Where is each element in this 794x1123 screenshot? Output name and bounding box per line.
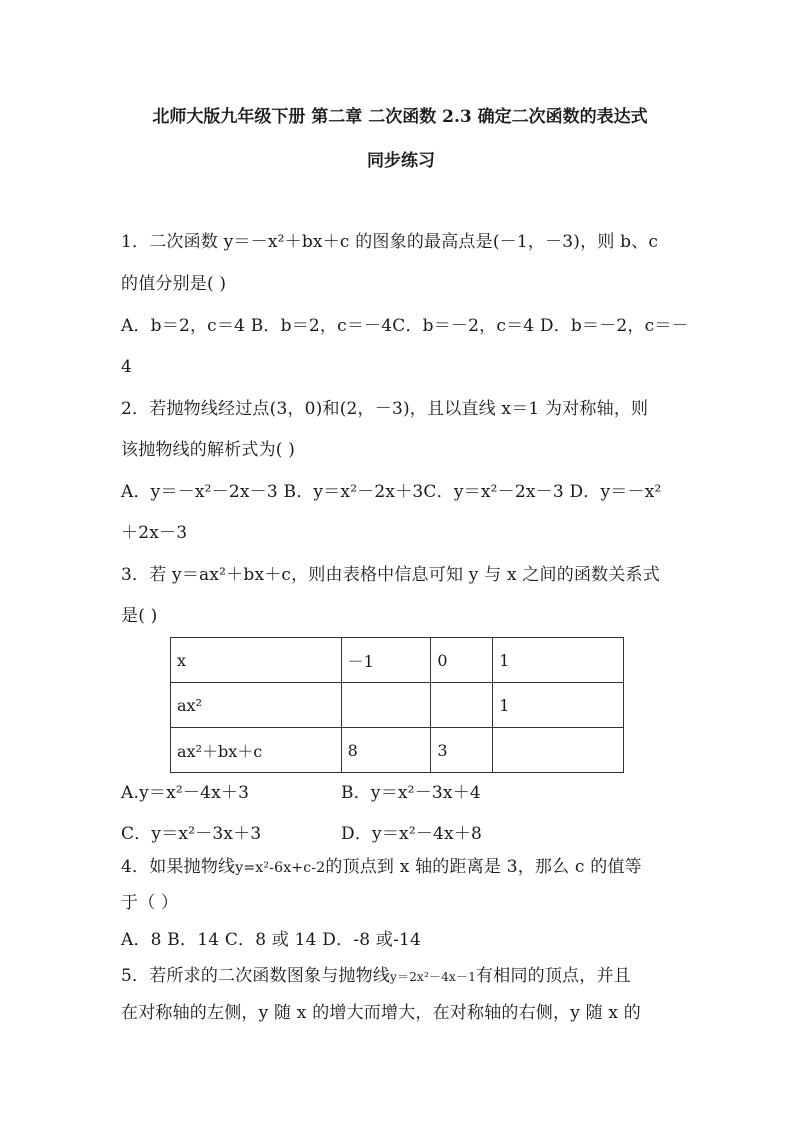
q3-option-a: A.y＝x²－4x＋3: [121, 783, 250, 803]
q2-options-line2: ＋2x－3: [121, 523, 188, 543]
table-cell: 1: [493, 638, 624, 683]
table-cell: [493, 728, 624, 773]
table-row: [171, 683, 624, 728]
table-cell: x: [171, 638, 342, 683]
table-row: [171, 728, 624, 773]
q5-stem-line1: [121, 965, 631, 988]
document-title: 北师大版九年级下册 第二章 二次函数 2.3 确定二次函数的表达式: [152, 107, 648, 127]
table-cell: ax²＋bx＋c: [171, 728, 342, 773]
q1-stem-line1: 1．二次函数 y＝－x²＋bx＋c 的图象的最高点是(－1，－3)，则 b、c: [121, 232, 659, 252]
table-cell: ax²: [171, 683, 342, 728]
q3-stem-line2: 是( ): [121, 606, 158, 626]
table-cell: 3: [431, 728, 493, 773]
q4-formula: y=x²-6x+c-2: [235, 860, 326, 876]
q5-formula: y＝2x²－4x－1: [390, 970, 477, 984]
q3-stem-line1: 3．若 y＝ax²＋bx＋c，则由表格中信息可知 y 与 x 之间的函数关系式: [121, 565, 660, 585]
q2-stem-line2: 该抛物线的解析式为( ): [121, 440, 296, 460]
q1-options-line2: 4: [121, 357, 133, 377]
q4-stem-text-b: 的顶点到 x 轴的距离是 3，那么 c 的值等: [325, 857, 642, 877]
q5-stem-line2: 在对称轴的左侧，y 随 x 的增大而增大，在对称轴的右侧，y 随 x 的: [121, 1003, 642, 1023]
q3-option-b: B．y＝x²－3x＋4: [341, 783, 481, 803]
q2-options-line1: A．y＝－x²－2x－3 B．y＝x²－2x＋3C．y＝x²－2x－3 D．y＝－x²: [121, 482, 662, 502]
q1-stem-line2: 的值分别是( ): [121, 274, 227, 294]
table-cell: 0: [431, 638, 493, 683]
table-cell: －1: [341, 638, 431, 683]
q3-option-c: C．y＝x²－3x＋3: [121, 824, 262, 844]
table-cell: [341, 683, 431, 728]
q4-stem-line1: [121, 856, 642, 879]
q2-stem-line1: 2．若抛物线经过点(3，0)和(2，－3)，且以直线 x＝1 为对称轴，则: [121, 399, 649, 419]
q4-stem-line2: 于（ ）: [121, 893, 179, 913]
document-subtitle: 同步练习: [367, 151, 435, 171]
q1-options-line1: A．b＝2，c＝4 B．b＝2，c＝－4C．b＝－2，c＝4 D．b＝－2，c＝－: [121, 316, 689, 336]
q5-stem-text-a: 5．若所求的二次函数图象与抛物线: [121, 966, 391, 986]
q5-stem-text-b: 有相同的顶点，并且: [476, 966, 631, 986]
table-cell: 1: [493, 683, 624, 728]
table-cell: 8: [341, 728, 431, 773]
table-cell: [431, 683, 493, 728]
q4-stem-text-a: 4．如果抛物线: [121, 857, 236, 877]
table-row: [171, 638, 624, 683]
q4-options: A．8 B．14 C．8 或 14 D．-8 或-14: [121, 930, 422, 950]
q3-value-table: [170, 637, 624, 773]
q3-option-d: D．y＝x²－4x＋8: [341, 824, 483, 844]
